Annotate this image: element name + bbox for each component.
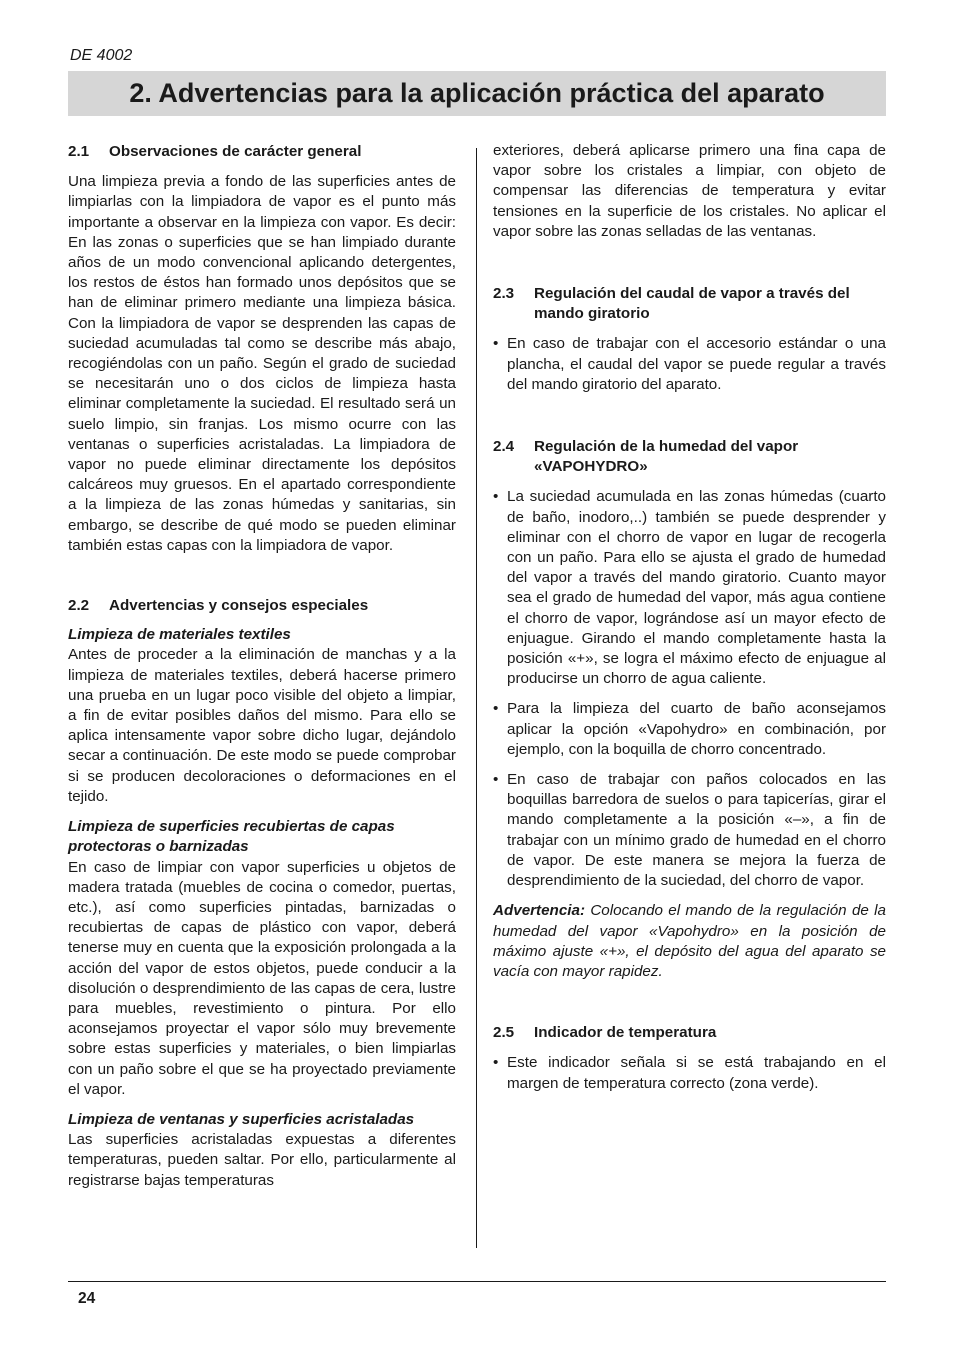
bullet-icon: • (493, 1054, 499, 1072)
section-heading-2-2 (68, 596, 456, 616)
warning-label: Advertencia: (493, 902, 586, 920)
coated-surfaces-text: En caso de limpiar con vapor superficies u objetos de madera tratada (muebles de cocina o comedor, puertas, etc.), así como superficies pintadas, barnizadas o recubiertas de capas de plástico con vapor, deberá tenerse muy en cuenta que la exposición prolongada a la acción del vapor de estos objetos, puede conducir a la disolución o desprendimiento de las capas de cera, lustre para muebles, revestimiento o pintura. Por ello aconsejamos proyectar el vapor sólo muy brevemente sobre estas superficies y materiales, o bien limpiarlas con un paño sobre el que se ha proyectado previamente el vapor. (68, 858, 456, 1098)
warning-text: Colocando el mando de la regulación de la humedad del vapor «Vapohydro» en la posición de máximo ajuste «+», el depósito del agua del aparato se vacía con mayor rapidez. (493, 902, 886, 980)
section-number: 2.2 (68, 597, 90, 615)
windows-text-start: Las superficies acristaladas expuestas a diferentes temperaturas, pueden saltar. Por ello, particularmente al registrarse bajas temperaturas (68, 1131, 456, 1189)
section-2-1-text: Una limpieza previa a fondo de las superficies antes de limpiarlas con la limpiadora de vapor es el punto más importante a observar en la limpieza con vapor. Es decir: En las zonas o superficies que se han limpiado durante años de un modo convencional aplicando detergentes, los restos de éstos han formado unos depósitos que se han de eliminar primero mediante una limpieza básica. Con la limpiadora de vapor se desprenden las capas de suciedad acumuladas tal como se describe más abajo, recogiéndolas con un paño. Según el grado de suciedad se necesitarán uno o dos ciclos de limpieza hasta eliminar completamente la suciedad. El resultado será un suelo limpio, sin franjas. Los mismo ocurre con las ventanas o superficies acristaladas. La limpiadora de vapor no puede eliminar directamente los depósitos calcáreos muy gruesos. En el apartado correspondiente a la limpieza de las zonas húmedas y sanitarias, sin embargo, se describe de qué modo se pueden eliminar también estas capas con la limpiadora de vapor. (68, 173, 456, 554)
list-item-text: En caso de trabajar con paños colocados en las boquillas barredora de suelos o para tapicerías, girar el mando completamente a la posición «–», a fin de trabajar con un mínimo grado de humedad en el chorro de vapor. De este manera se mejora la fuerza de desprendimiento de la suciedad, del chorro de vapor. (507, 771, 886, 890)
windows-text-continued: exteriores, deberá aplicarse primero una fina capa de vapor sobre los cristales a limpiar, con objeto de compensar las diferencias de temperatura y evitar tensiones en la superficie de los cristales. No aplicar el vapor sobre las zonas selladas de las ventanas. (493, 142, 886, 240)
list-item (493, 699, 886, 760)
list-item (493, 770, 886, 891)
section-heading-2-1 (68, 142, 456, 162)
section-heading-2-5 (493, 1023, 886, 1043)
left-column (68, 141, 456, 1191)
section-number: 2.5 (493, 1024, 515, 1042)
subheading-textiles: Limpieza de materiales textiles (68, 626, 291, 644)
subheading-windows: Limpieza de ventanas y superficies acristaladas (68, 1110, 415, 1128)
bullet-icon: • (493, 488, 499, 506)
section-title: Indicador de temperatura (534, 1024, 717, 1042)
list-item-text: En caso de trabajar con el accesorio estándar o una plancha, el caudal del vapor se puede regular a través del mando giratorio del aparato. (507, 335, 886, 393)
list-item (493, 487, 886, 689)
list-item (493, 1053, 886, 1093)
bullet-icon: • (493, 771, 499, 789)
section-title: Regulación de la humedad del vapor «VAPOHYDRO» (534, 438, 799, 476)
column-divider (476, 148, 477, 1248)
bullet-icon: • (493, 335, 499, 353)
footer-rule (68, 1281, 886, 1282)
section-number: 2.4 (493, 438, 515, 456)
list-item-text: Este indicador señala si se está trabajando en el margen de temperatura correcto (zona verde). (507, 1054, 886, 1092)
section-heading-2-4 (493, 437, 886, 477)
section-number: 2.1 (68, 143, 90, 160)
right-column (493, 141, 886, 1094)
section-number: 2.3 (493, 285, 515, 303)
bullet-icon: • (493, 700, 499, 718)
page-number: 24 (78, 1290, 96, 1307)
model-label: DE 4002 (70, 47, 133, 64)
list-item-text: Para la limpieza del cuarto de baño aconsejamos aplicar la opción «Vapohydro» en combinación, por ejemplo, con la boquilla de chorro concentrado. (507, 700, 886, 758)
subheading-coated-surfaces: Limpieza de superficies recubiertas de capas protectoras o barnizadas (68, 818, 395, 856)
list-item-text: La suciedad acumulada en las zonas húmedas (cuarto de baño, inodoro,..) también se puede desprender y eliminar con el chorro de vapor en lugar de recogerla con un paño. Para ello se ajusta el grado de humedad del vapor a través del mando giratorio. Cuanto mayor sea el grado de humedad del vapor, más agua contiene el chorro de vapor, lográndose así un mayor efecto de enjuague. Girando el mando completamente hasta la posición «+», se logra el máximo efecto de enjuague al producirse un chorro de agua caliente. (507, 488, 886, 688)
section-heading-2-3 (493, 284, 886, 324)
title-bar (68, 71, 886, 116)
section-title: Observaciones de carácter general (109, 143, 362, 160)
section-title: Advertencias y consejos especiales (109, 597, 369, 615)
warning-note (493, 901, 886, 982)
list-item (493, 334, 886, 395)
section-title: Regulación del caudal de vapor a través del mando giratorio (534, 285, 850, 323)
page-title: 2. Advertencias para la aplicación práctica del aparato (129, 78, 825, 108)
textiles-text: Antes de proceder a la eliminación de manchas y a la limpieza de materiales textiles, deberá hacerse primero una prueba en un lugar poco visible del objeto a limpiar, a fin de evitar posibles daños del mismo. Para ello se aplica intensamente vapor sobre dicho lugar, dejándolo secar a continuación. De este modo se puede comprobar si se producen decoloraciones o deformaciones en el tejido. (68, 646, 456, 805)
